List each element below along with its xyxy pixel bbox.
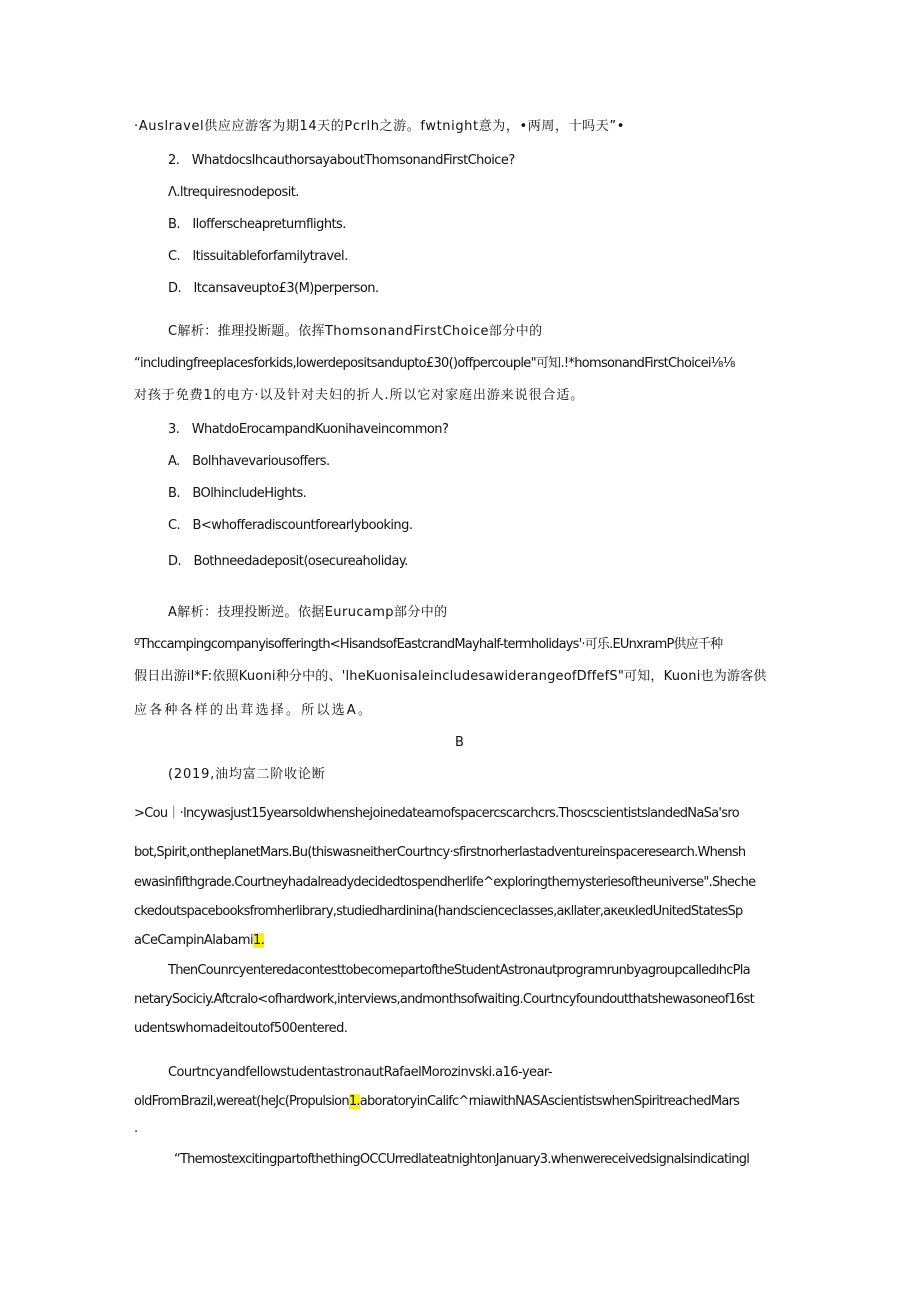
q2-option-c: C. ltissuitableforfamilytravel.	[168, 249, 348, 264]
q3-option-d: D. Bothneedadeposit⟨osecureaholiday.	[168, 554, 408, 569]
section-b-heading: B	[455, 735, 464, 750]
answer1-note: ·Auslravel供应应游客为期14天的Pcrlh之游。fwtnight意为，•两周，十吗天”•	[134, 119, 625, 134]
passage-p1-line-3: ewasinfifthgrade.Courtneyhadalreadydecidedtospendherlife^exploringthemysteriesoftheuniverse".Sheche	[134, 875, 756, 890]
q3-option-b: B. BOlhincludeHights.	[168, 486, 307, 501]
q3-analysis-line-4: 应各种各样的出茸选择。所以选A。	[134, 703, 374, 718]
passage-p1-line-5-text: aCeCampinAlabami	[134, 933, 254, 948]
q2-analysis-line-3: 对孩于免费1的电方·以及针对夫妇的折人.所以它对家庭出游来说很合适。	[134, 388, 585, 403]
q2-analysis-line-2: “includingfreeplacesforkids,lowerdepositsandupto£30()offpercouple"可知.!*homsonandFirstChoicei⅛⅛	[134, 356, 735, 371]
q2-analysis-line-1: C解析：推理投断题。依挥ThomsonandFirstChoice部分中的	[168, 324, 543, 339]
passage-p3-line-1: CourtncyandfellowstudentastronautRafaelMorozinvski.a16-year-	[168, 1065, 553, 1080]
passage-p1-line-1: >Cou｜·lncywasjust15yearsoldwhenshejoinedateamofspacercscarchcrs.ThoscscientistslandedNaSa'sro	[134, 806, 739, 821]
highlight-mark: 1.	[253, 933, 265, 948]
q2-option-b: B. Ilofferscheapreturnflights.	[168, 217, 346, 232]
passage-p2-line-2: netarySociciy.Aftcralo<ofhardwork,interviews,andmonthsofwaiting.Courtncyfoundoutthatshewasoneof16st	[134, 992, 754, 1007]
q3-option-a: A. Bolhhavevariousoffers.	[168, 454, 330, 469]
passage-p4-line-1: “ThemostexcitingpartofthethingOCCUrredlateatnightonJanuary3.whenwereceivedsignalsindicatingl	[174, 1152, 750, 1167]
section-b-source: (2019,油均富二阶收论断	[168, 767, 326, 782]
question-3: 3. WhatdoErocampandKuonihaveincommon?	[168, 422, 449, 437]
passage-p1-line-4: ckedoutspacebooksfromherlibrary,studiedhardinina(handscienceclasses,aκllater,aκeικledUnitedStatesSp	[134, 904, 743, 919]
passage-p2-line-1: ThenCounrcyenteredacontesttobecomepartoftheStudentAstronautprogramrunbyagroupcalledıhcPla	[168, 963, 750, 978]
passage-p2-line-3: udentswhomadeitoutof500entered.	[134, 1021, 348, 1036]
passage-p1-line-2: bot,Spirit,ontheplanetMars.Bu(thiswasneitherCourtncy·sfirstnorherlastadventureinspaceresearch.Whensh	[134, 845, 746, 860]
q3-option-c: C. B<whofferadiscountforearlybooking.	[168, 518, 413, 533]
passage-p3-line-3: .	[134, 1121, 138, 1136]
passage-p3-line-2-a: oldFromBrazil,wereat(heJc(Propulsion	[134, 1094, 349, 1109]
q2-option-d: D. Itcansaveupto£3(M)perperson.	[168, 281, 379, 296]
q3-analysis-line-2: ºThccampingcompanyisofferingth<HisandsofEastcrandMayhalf-termholidays'·可乐.EUnxramP供应千种	[134, 637, 723, 652]
highlight-mark: 1.	[348, 1094, 360, 1109]
question-2: 2. WhatdocsIhcauthorsayaboutThomsonandFirstChoice?	[168, 153, 515, 168]
passage-p3-line-2-b: aboratoryinCalifc^rniawithNASAscientistswhenSpiritreachedMars	[359, 1094, 740, 1109]
passage-p1-line-5	[134, 932, 264, 950]
q3-analysis-line-1: A解析：技理投断逆。依据Eurucamp部分中的	[168, 605, 448, 620]
q2-option-a: Λ.ltrequiresnodeposit.	[168, 185, 299, 200]
q3-analysis-line-3: 假日出游il*F:依照Kuoni种分中的、'lheKuonisaleincludesawiderangeofDffefS"可知，Kuoni也为游客供	[134, 669, 767, 684]
passage-p3-line-2	[134, 1093, 739, 1111]
